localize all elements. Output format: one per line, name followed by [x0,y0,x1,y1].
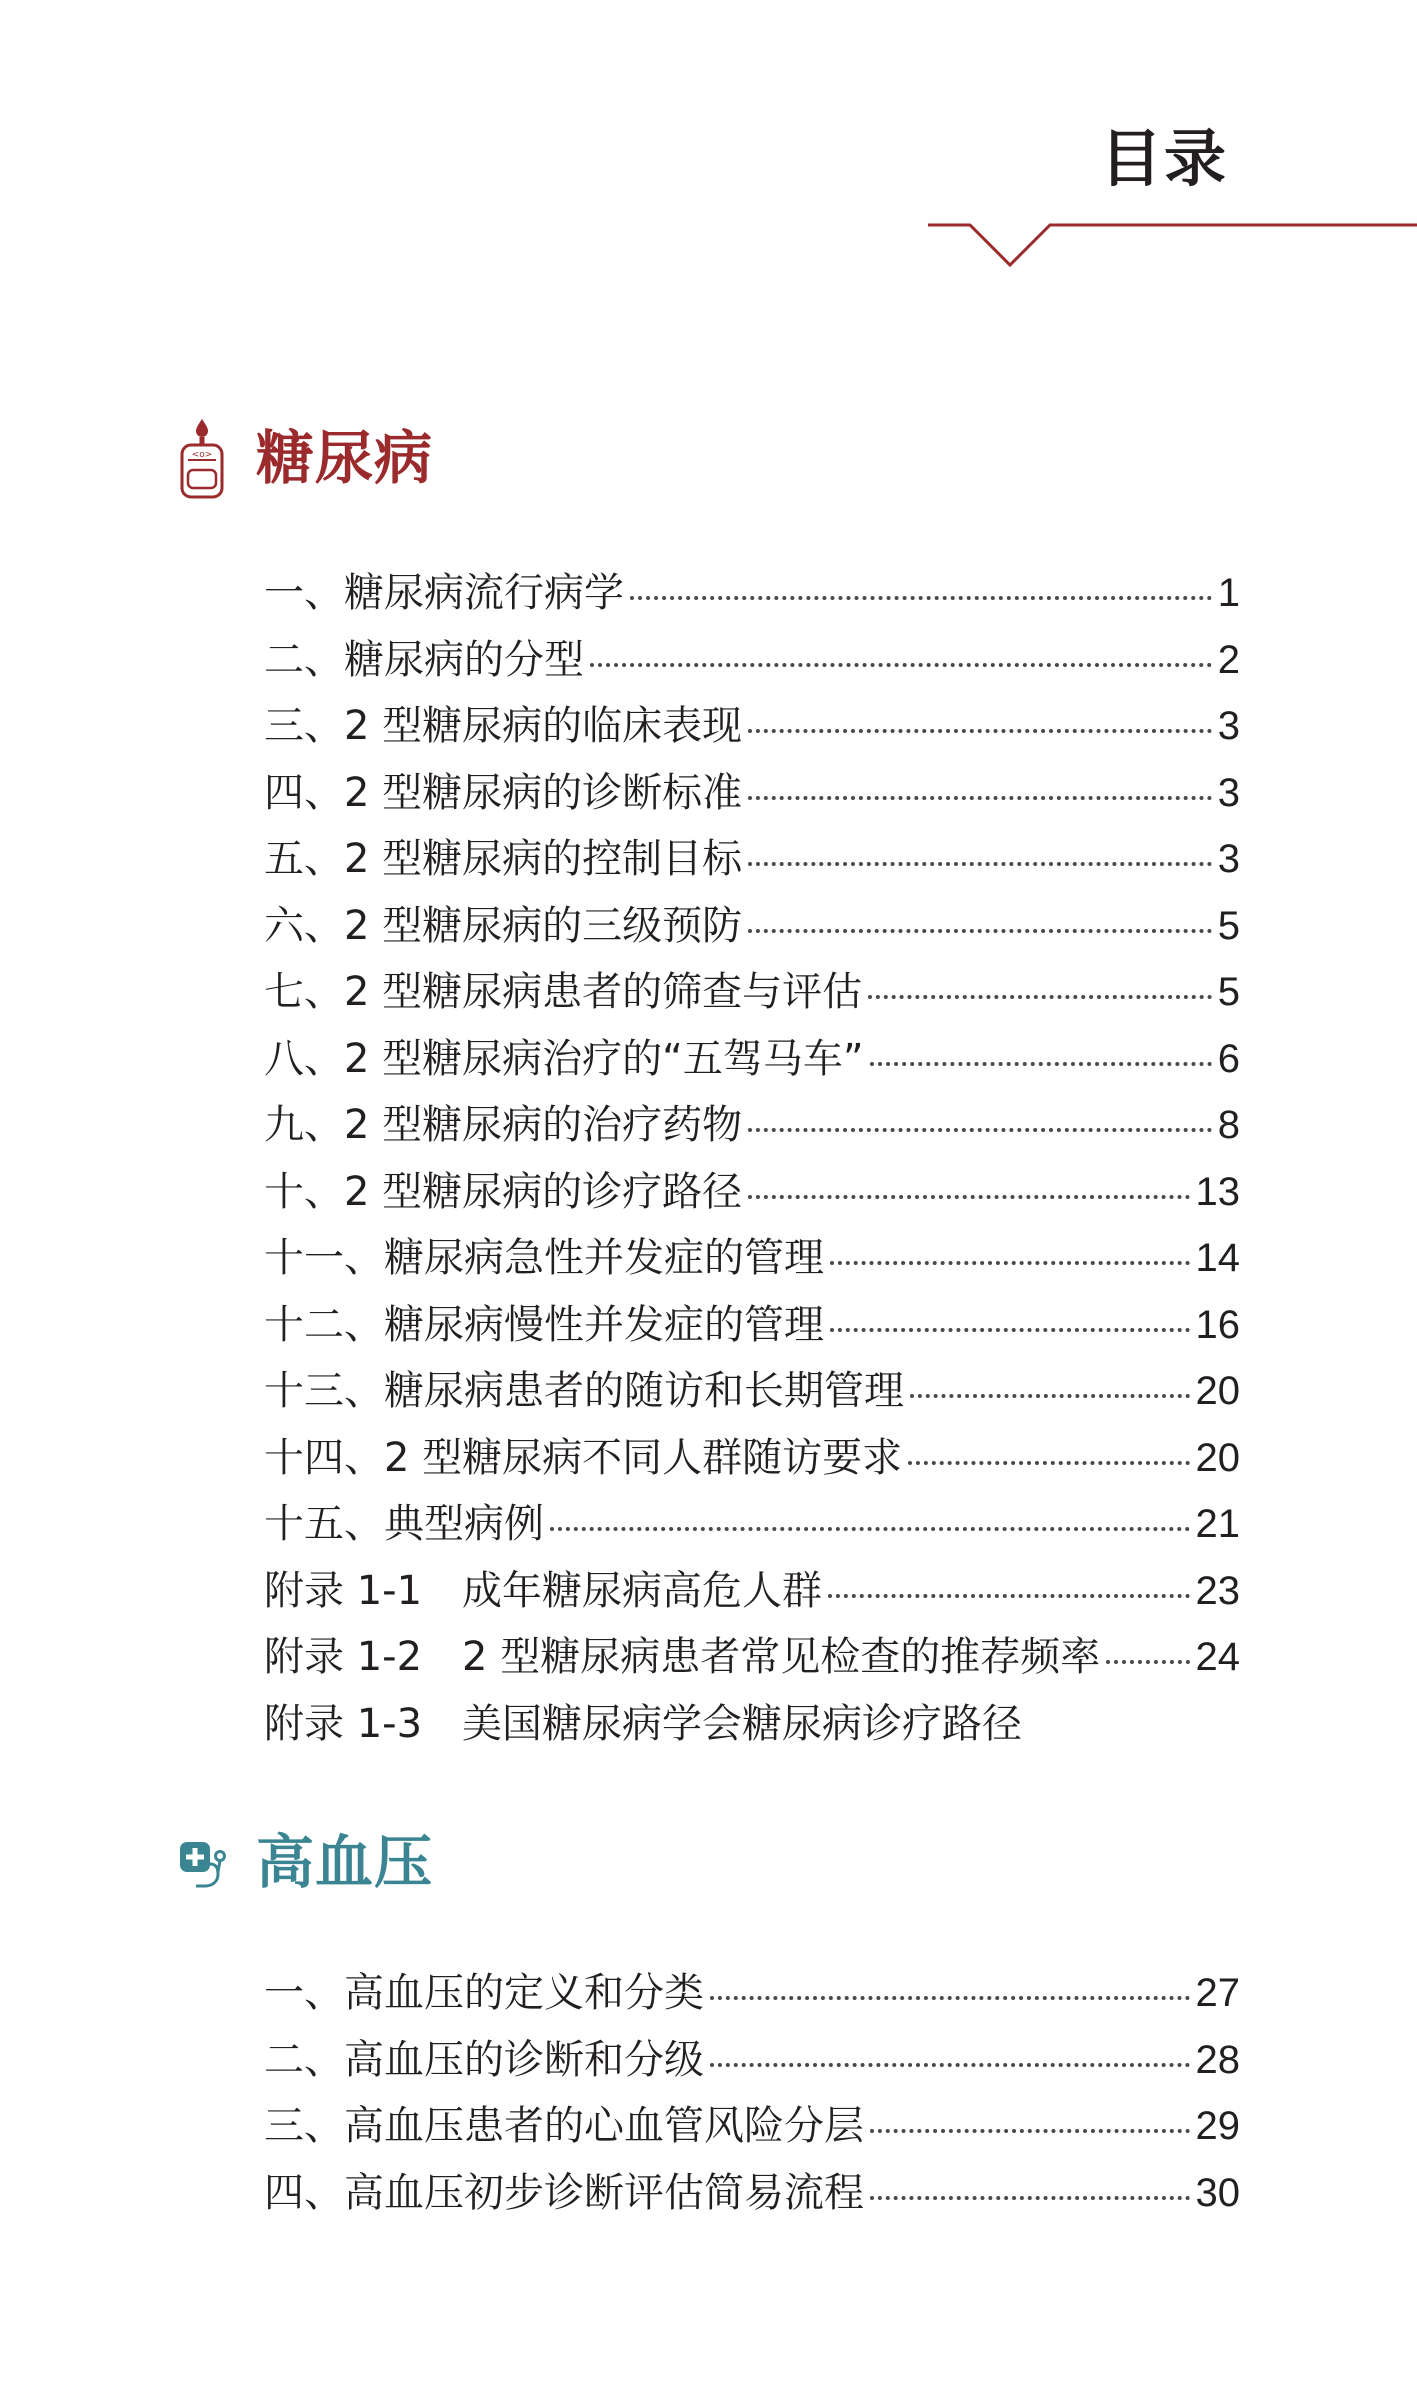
toc-entry[interactable] [264,826,1240,893]
toc-entry[interactable] [264,1624,1240,1691]
toc-entry-page: 16 [1195,1302,1240,1347]
glucose-meter-icon [178,416,226,500]
toc-entry[interactable] [264,2160,1240,2227]
toc-entry-label: 三、2 型糖尿病的临床表现 [264,703,743,749]
toc-entry-page: 13 [1195,1169,1240,1214]
toc-entry[interactable] [264,1425,1240,1492]
toc-entry[interactable] [264,1691,1240,1758]
section-title-diabetes: 糖尿病 [256,424,434,492]
toc-entry-page: 1 [1217,571,1240,615]
toc-entry-label: 一、高血压的定义和分类 [264,1970,704,2016]
toc-entry[interactable] [264,1225,1240,1292]
toc-entry[interactable] [264,959,1240,1026]
toc-entry-label: 二、高血压的诊断和分级 [264,2036,704,2083]
dot-leader [908,1461,1189,1465]
toc-entry-label: 六、2 型糖尿病的三级预防 [264,902,743,949]
toc-entry-label: 九、2 型糖尿病的治疗药物 [264,1102,743,1148]
toc-entry-page: 29 [1195,2104,1240,2148]
dot-leader [830,1261,1190,1265]
dot-leader [870,2129,1190,2133]
dot-leader [748,796,1212,800]
toc-entry-page: 5 [1217,970,1240,1014]
toc-entry-label: 附录 1-2 2 型糖尿病患者常见检查的推荐频率 [264,1634,1101,1680]
toc-entry[interactable] [264,1092,1240,1159]
dot-leader [550,1527,1190,1531]
dot-leader [748,929,1212,933]
toc-entry-label: 一、糖尿病流行病学 [264,570,624,616]
page-title: 目录 [1100,122,1229,195]
toc-entry[interactable] [264,2093,1240,2160]
dot-leader [748,862,1212,866]
toc-entry-label: 十三、糖尿病患者的随访和长期管理 [264,1368,904,1414]
toc-entry-page: 5 [1217,903,1240,948]
toc-entry-page: 14 [1195,1236,1240,1280]
toc-entry[interactable] [264,560,1240,627]
toc-entry-page: 20 [1195,1435,1240,1480]
dot-leader [828,1594,1189,1598]
toc-entry[interactable] [264,2027,1240,2094]
dot-leader [748,1195,1189,1199]
dot-leader [870,1062,1212,1066]
dot-leader [868,995,1212,999]
toc-entry[interactable] [264,893,1240,960]
section-title-hypertension: 高血压 [256,1828,434,1896]
toc-entry-page: 27 [1195,1971,1240,2015]
toc-entry-label: 四、2 型糖尿病的诊断标准 [264,769,743,816]
toc-entry-page: 3 [1217,704,1240,748]
section-heading-hypertension [178,1820,433,1904]
toc-entry-label: 十四、2 型糖尿病不同人群随访要求 [264,1434,903,1481]
toc-entry[interactable] [264,627,1240,694]
toc-list-diabetes [264,560,1240,1757]
toc-entry-page: 30 [1195,2170,1240,2215]
toc-entry-label: 十一、糖尿病急性并发症的管理 [264,1235,824,1281]
toc-entry[interactable] [264,1159,1240,1226]
toc-entry-label: 十二、糖尿病慢性并发症的管理 [264,1301,824,1348]
toc-entry-label: 二、糖尿病的分型 [264,636,584,683]
dot-leader [748,1128,1212,1132]
toc-entry-page: 6 [1217,1036,1240,1081]
toc-entry-label: 附录 1-3 美国糖尿病学会糖尿病诊疗路径 [264,1700,1023,1747]
toc-entry[interactable] [264,1491,1240,1558]
toc-list-hypertension [264,1960,1240,2226]
toc-entry-page: 8 [1217,1103,1240,1147]
toc-entry[interactable] [264,693,1240,760]
toc-entry-label: 八、2 型糖尿病治疗的“五驾马车” [264,1035,864,1082]
section-heading-diabetes [178,416,433,500]
toc-entry-label: 十五、典型病例 [264,1501,544,1547]
title-divider-chevron [0,0,1417,300]
toc-entry-label: 三、高血压患者的心血管风险分层 [264,2103,864,2149]
blood-pressure-monitor-icon [178,1820,226,1904]
toc-entry-label: 四、高血压初步诊断评估简易流程 [264,2169,864,2216]
toc-entry[interactable] [264,1960,1240,2027]
toc-entry-page: 24 [1195,1635,1240,1679]
toc-entry-label: 附录 1-1 成年糖尿病高危人群 [264,1567,823,1614]
toc-entry-label: 七、2 型糖尿病患者的筛查与评估 [264,969,863,1015]
toc-entry-page: 23 [1195,1568,1240,1613]
dot-leader [710,1996,1190,2000]
dot-leader [1106,1660,1189,1664]
toc-entry[interactable] [264,1026,1240,1093]
dot-leader [830,1328,1190,1332]
toc-entry-label: 五、2 型糖尿病的控制目标 [264,836,743,882]
toc-entry-page: 3 [1217,837,1240,881]
toc-entry[interactable] [264,1292,1240,1359]
toc-entry-label: 十、2 型糖尿病的诊疗路径 [264,1168,743,1215]
dot-leader [630,596,1212,600]
dot-leader [748,729,1212,733]
toc-entry[interactable] [264,1558,1240,1625]
toc-entry[interactable] [264,760,1240,827]
toc-entry-page: 21 [1195,1502,1240,1546]
dot-leader [910,1394,1190,1398]
dot-leader [590,663,1212,667]
toc-entry-page: 28 [1195,2037,1240,2082]
toc-entry[interactable] [264,1358,1240,1425]
toc-entry-page: 3 [1217,770,1240,815]
toc-entry-page: 2 [1217,637,1240,682]
svg-text:<o>: <o> [191,450,213,460]
toc-entry-page: 20 [1195,1369,1240,1413]
dot-leader [710,2063,1190,2067]
dot-leader [870,2196,1190,2200]
